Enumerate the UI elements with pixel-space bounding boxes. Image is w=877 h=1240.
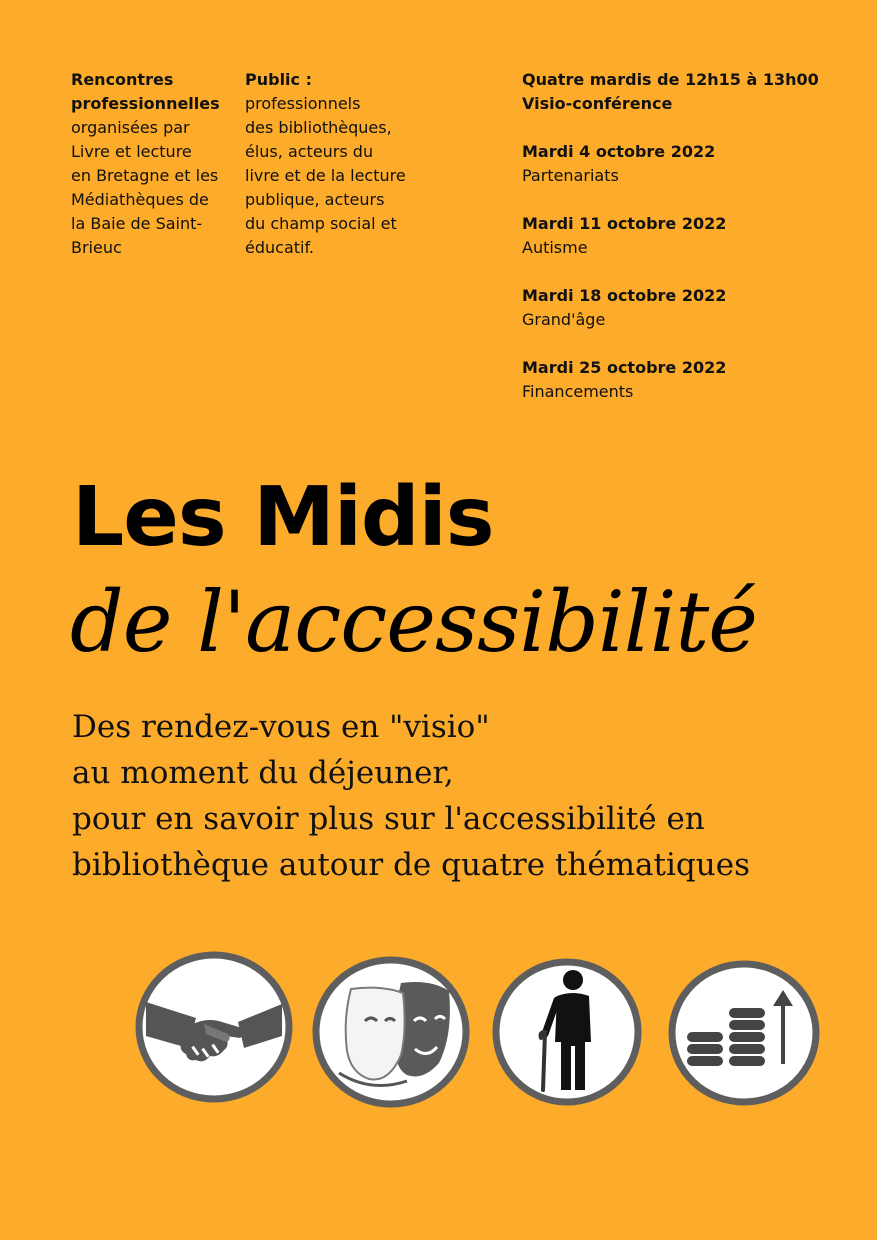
coins-growth-icon <box>667 960 821 1106</box>
audience-line-5: publique, acteurs <box>245 190 385 209</box>
organizers-text-line-5: la Baie de Saint- <box>71 214 203 233</box>
session-topic: Autisme <box>522 238 588 257</box>
organizers-label-line-1: Rencontres <box>71 70 174 89</box>
session-topic: Financements <box>522 382 634 401</box>
session-topic: Grand'âge <box>522 310 606 329</box>
elderly-person-with-cane-icon <box>491 958 644 1106</box>
organizers-text-line-1: organisées par <box>71 118 190 137</box>
schedule-block <box>522 68 822 404</box>
session-date: Mardi 25 octobre 2022 <box>522 358 727 377</box>
schedule-headline: Quatre mardis de 12h15 à 13h00 <box>522 70 819 89</box>
session-date: Mardi 18 octobre 2022 <box>522 286 727 305</box>
lead-paragraph <box>72 704 750 888</box>
audience-line-3: élus, acteurs du <box>245 142 374 161</box>
organizers-text-line-4: Médiathèques de <box>71 190 209 209</box>
audience-line-7: éducatif. <box>245 238 315 257</box>
organizers-text-line-3: en Bretagne et les <box>71 166 219 185</box>
session-topic: Partenariats <box>522 166 619 185</box>
audience-line-4: livre et de la lecture <box>245 166 406 185</box>
page-title: Les Midis <box>72 470 494 565</box>
lead-line-2: au moment du déjeuner, <box>72 755 454 791</box>
session-date: Mardi 11 octobre 2022 <box>522 214 727 233</box>
lead-line-3: pour en savoir plus sur l'accessibilité en <box>72 801 705 837</box>
handshake-icon <box>134 950 294 1104</box>
lead-line-1: Des rendez-vous en "visio" <box>72 709 490 745</box>
session-item <box>522 140 822 188</box>
organizers-text-line-6: Brieuc <box>71 238 122 257</box>
audience-line-1: professionnels <box>245 94 361 113</box>
session-date: Mardi 4 octobre 2022 <box>522 142 716 161</box>
audience-line-6: du champ social et <box>245 214 397 233</box>
organizers-text-line-2: Livre et lecture <box>71 142 192 161</box>
lead-line-4: bibliothèque autour de quatre thématiques <box>72 847 750 883</box>
theater-masks-icon <box>311 955 471 1109</box>
audience-line-2: des bibliothèques, <box>245 118 392 137</box>
organizers-block <box>71 68 236 260</box>
schedule-format: Visio-conférence <box>522 94 673 113</box>
organizers-label-line-2: professionnelles <box>71 94 220 113</box>
page-subtitle: de l'accessibilité <box>70 573 757 671</box>
session-item <box>522 356 822 404</box>
session-item <box>522 284 822 332</box>
session-item <box>522 212 822 260</box>
audience-block <box>245 68 420 260</box>
audience-heading: Public : <box>245 70 312 89</box>
